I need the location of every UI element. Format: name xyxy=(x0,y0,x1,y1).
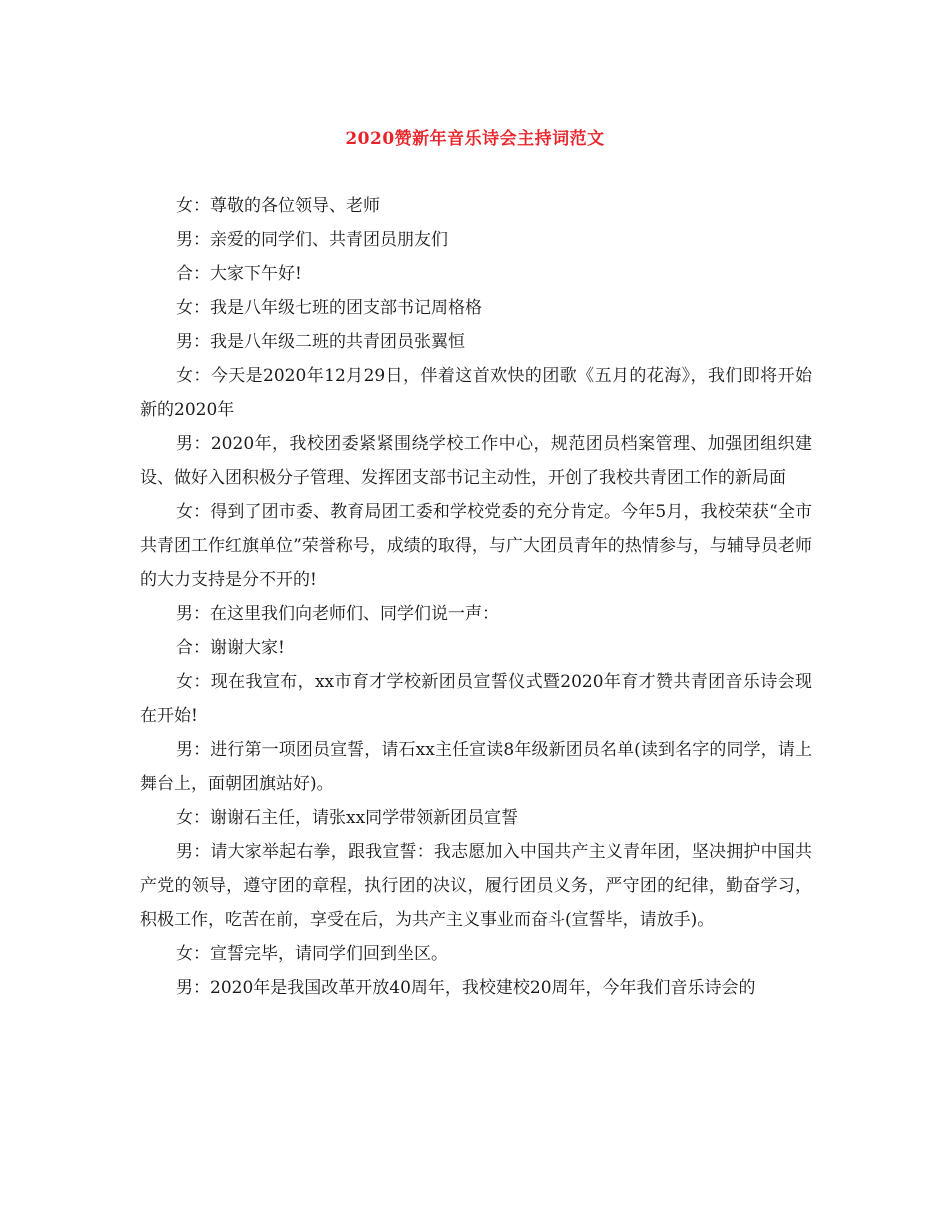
paragraph: 男：进行第一项团员宣誓，请石xx主任宣读8年级新团员名单(读到名字的同学，请上舞台上，面朝团旗站好)。 xyxy=(140,740,812,794)
paragraph: 男：我是八年级二班的共青团员张翼恒 xyxy=(176,332,465,352)
paragraph: 男：2020年，我校团委紧紧围绕学校工作中心，规范团员档案管理、加强团组织建设、做好入团积极分子管理、发挥团支部书记主动性，开创了我校共青团工作的新局面 xyxy=(140,434,812,488)
paragraph: 男：请大家举起右拳，跟我宣誓：我志愿加入中国共产主义青年团，坚决拥护中国共产党的领导，遵守团的章程，执行团的决议，履行团员义务，严守团的纪律，勤奋学习，积极工作，吃苦在前，享受在后，为共产主义事业而奋斗(宣誓毕，请放手)。 xyxy=(140,842,812,930)
paragraph: 女：宣誓完毕，请同学们回到坐区。 xyxy=(176,944,448,964)
paragraph: 女：谢谢石主任，请张xx同学带领新团员宣誓 xyxy=(176,808,519,828)
paragraph: 女：尊敬的各位领导、老师 xyxy=(176,196,380,216)
paragraph: 男：亲爱的同学们、共青团员朋友们 xyxy=(176,230,448,250)
paragraph: 男：2020年是我国改革开放40周年，我校建校20周年，今年我们音乐诗会的 xyxy=(176,978,756,998)
paragraph: 女：我是八年级七班的团支部书记周格格 xyxy=(176,298,482,318)
paragraph: 女：现在我宣布，xx市育才学校新团员宣誓仪式暨2020年育才赞共青团音乐诗会现在开始! xyxy=(140,672,812,726)
document-title: 2020赞新年音乐诗会主持词范文 xyxy=(345,129,605,149)
paragraph: 女：得到了团市委、教育局团工委和学校党委的充分肯定。今年5月，我校荣获“全市共青团工作红旗单位”荣誉称号，成绩的取得，与广大团员青年的热情参与，与辅导员老师的大力支持是分不开的! xyxy=(140,502,812,590)
paragraph: 女：今天是2020年12月29日，伴着这首欢快的团歌《五月的花海》，我们即将开始新的2020年 xyxy=(140,366,812,420)
paragraph: 合：谢谢大家! xyxy=(176,638,285,658)
document-body xyxy=(140,189,812,1005)
paragraph: 男：在这里我们向老师们、同学们说一声： xyxy=(176,604,499,624)
paragraph: 合：大家下午好! xyxy=(176,264,302,284)
